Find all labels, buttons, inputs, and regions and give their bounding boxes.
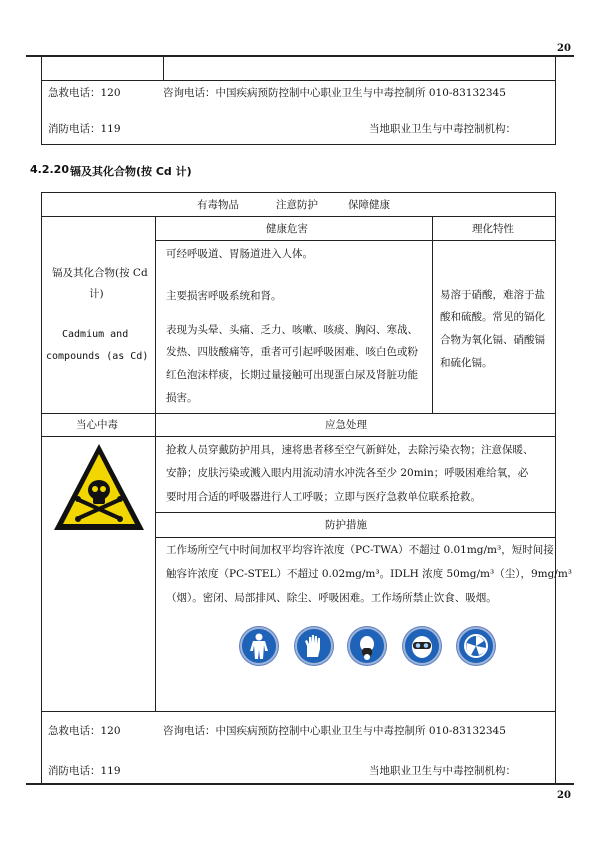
main-table-top bbox=[41, 192, 556, 193]
banner-item-2: 注意防护 bbox=[276, 199, 318, 211]
protective-suit-icon bbox=[240, 627, 278, 665]
health-line-4: 发热、四肢酸痛等，重者可引起呼吸困难、咳白色或粉 bbox=[166, 346, 418, 358]
substance-name-cn-2: 计) bbox=[89, 288, 104, 300]
top-table-left-border bbox=[41, 56, 42, 144]
bottom-emergency-phone: 急救电话：120 bbox=[48, 725, 121, 737]
section-number: 4.2.20 bbox=[30, 163, 69, 176]
respirator-mask-icon bbox=[348, 627, 386, 665]
properties-header: 理化特性 bbox=[472, 223, 514, 235]
top-table-inner-border bbox=[163, 56, 164, 80]
health-line-2: 主要损害呼吸系统和肾。 bbox=[166, 290, 282, 302]
page-number-bottom: 20 bbox=[557, 790, 571, 801]
properties-line-3: 合物为氧化镉、硝酸镉 bbox=[440, 334, 545, 346]
protection-header: 防护措施 bbox=[325, 519, 367, 531]
properties-line-4: 和硫化镉。 bbox=[440, 357, 493, 369]
protection-header-line bbox=[155, 537, 556, 538]
safety-goggles-icon bbox=[403, 627, 441, 665]
ventilation-fan-icon bbox=[457, 627, 495, 665]
warning-label-line bbox=[41, 436, 156, 437]
health-line-3: 表现为头晕、头痛、乏力、咳嗽、咳痰、胸闷、寒战、 bbox=[166, 324, 418, 336]
contacts-top-line bbox=[41, 711, 556, 712]
section-title: 镉及其化合物(按 Cd 计) bbox=[70, 165, 192, 178]
protection-line-1: 工作场所空气中时间加权平均容许浓度（PC-TWA）不超过 0.01mg/m³，短时间接 bbox=[166, 544, 554, 556]
health-line-1: 可经呼吸道、胃肠道进入人体。 bbox=[166, 248, 313, 260]
main-table-right bbox=[555, 192, 556, 783]
top-emergency-phone: 急救电话：120 bbox=[48, 87, 121, 99]
top-local-agency: 当地职业卫生与中毒控制机构： bbox=[369, 123, 516, 135]
footer-rule bbox=[26, 783, 574, 785]
top-table-right-border bbox=[555, 56, 556, 144]
properties-line-2: 酸和硫酸。常见的镉化 bbox=[440, 311, 545, 323]
banner-item-1: 有毒物品 bbox=[197, 199, 239, 211]
banner-bottom-line bbox=[41, 216, 556, 217]
protection-line-3: （烟）。密闭、局部排风、除尘、呼吸困难。工作场所禁止饮食、吸烟。 bbox=[166, 592, 497, 604]
emergency-header: 应急处理 bbox=[325, 419, 367, 431]
col-divider-right bbox=[432, 216, 433, 413]
emergency-line-3: 要时用合适的呼吸器进行人工呼吸；立即与医疗急救单位联系抢救。 bbox=[166, 491, 481, 503]
bottom-consult-phone: 咨询电话：中国疾病预防控制中心职业卫生与中毒控制所 010-83132345 bbox=[163, 725, 506, 737]
emergency-header-line bbox=[155, 436, 556, 437]
warning-label: 当心中毒 bbox=[76, 419, 118, 431]
health-line-6: 损害。 bbox=[166, 392, 198, 404]
main-table-left bbox=[41, 192, 42, 783]
health-header-line bbox=[155, 240, 556, 241]
health-header: 健康危害 bbox=[266, 223, 308, 235]
health-line-5: 红色泡沫样痰，长期过量接触可出现蛋白尿及肾脏功能 bbox=[166, 369, 418, 381]
col-divider-left bbox=[155, 216, 156, 711]
top-consult-phone: 咨询电话：中国疾病预防控制中心职业卫生与中毒控制所 010-83132345 bbox=[163, 87, 506, 99]
toxic-warning-sign bbox=[51, 440, 147, 536]
properties-line-1: 易溶于硝酸，难溶于盐 bbox=[440, 289, 545, 301]
emergency-line-2: 安静；皮肤污染或溅入眼内用流动清水冲洗各至少 20min；呼吸困难给氧，必 bbox=[166, 467, 529, 479]
emergency-line-1: 抢救人员穿戴防护用具，速将患者移至空气新鲜处，去除污染衣物；注意保暖、 bbox=[166, 444, 534, 456]
bottom-local-agency: 当地职业卫生与中毒控制机构： bbox=[369, 765, 516, 777]
top-fire-phone: 消防电话：119 bbox=[48, 123, 121, 135]
top-table-bottom-line bbox=[41, 144, 556, 145]
substance-name-cn-1: 镉及其化合物(按 Cd bbox=[52, 267, 148, 279]
protection-line-2: 触容许浓度（PC-STEL）不超过 0.02mg/m³。IDLH 浓度 50mg/m³（尘），9mg/m³ bbox=[166, 568, 573, 580]
protective-gloves-icon bbox=[295, 627, 333, 665]
substance-name-en-1: Cadmium and bbox=[62, 329, 129, 340]
substance-name-en-2: compounds (as Cd) bbox=[46, 351, 149, 362]
page-number-top: 20 bbox=[557, 43, 571, 54]
bottom-fire-phone: 消防电话：119 bbox=[48, 765, 121, 777]
banner-item-3: 保障健康 bbox=[348, 199, 390, 211]
row-divider-413 bbox=[41, 413, 556, 414]
top-table-row-line bbox=[41, 80, 556, 81]
protection-top-line bbox=[155, 512, 556, 513]
header-rule bbox=[26, 55, 574, 57]
